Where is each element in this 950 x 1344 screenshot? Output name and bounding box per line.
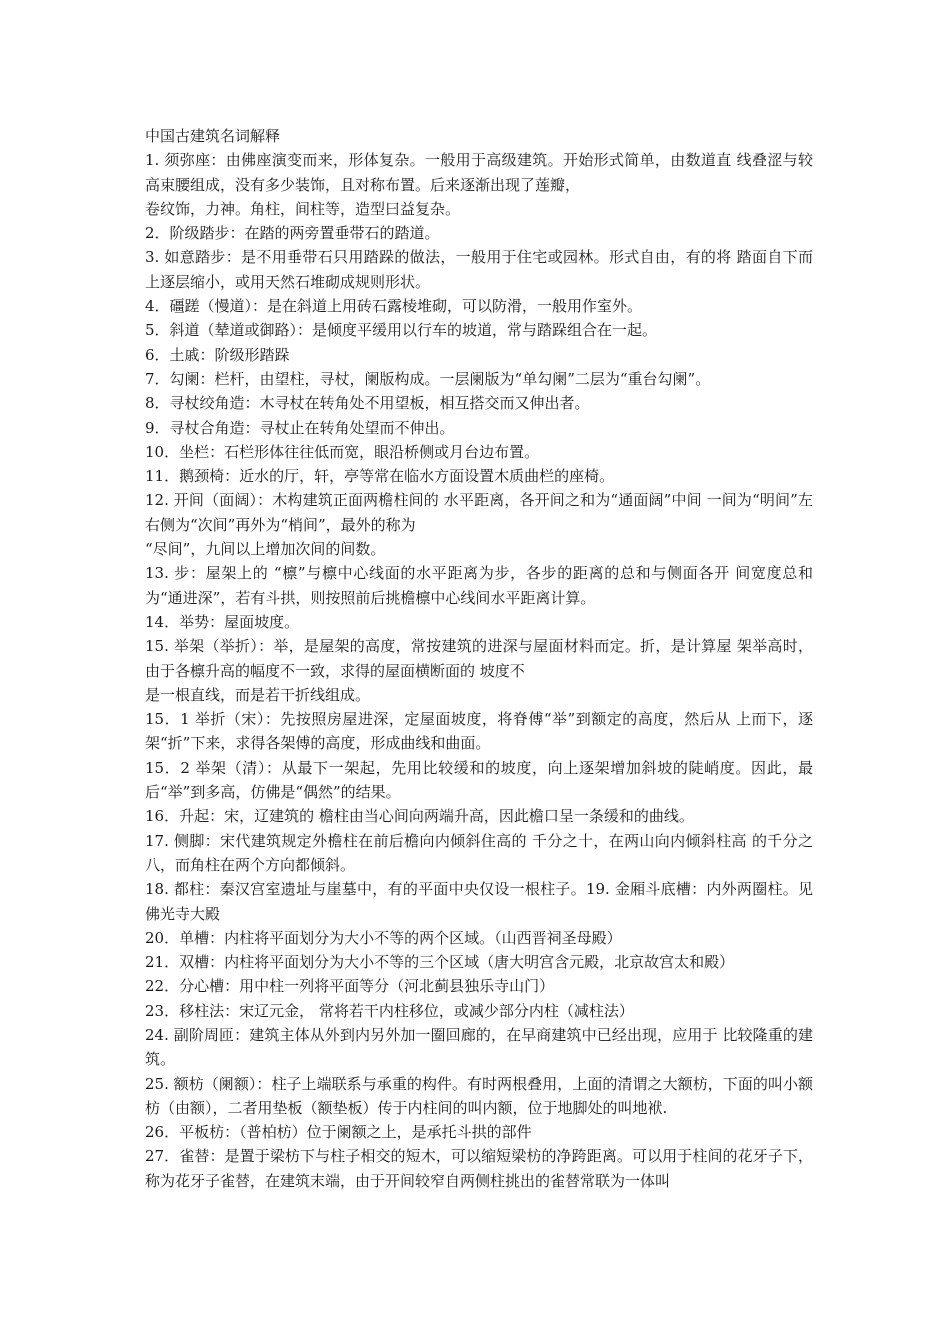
glossary-entry: [145, 561, 813, 610]
entry-text: 14．举势：屋面坡度。: [145, 612, 300, 631]
entry-text: 17. 侧脚：宋代建筑规定外檐柱在前后檐向内倾斜住高的 千分之十，在两山向内倾斜柱高 的千分之八，而角柱在两个方向都倾斜。: [145, 831, 813, 874]
glossary-entry: [145, 294, 813, 318]
entry-text: 25. 额枋（阑额）：柱子上端联系与承重的构件。有时两根叠用，上面的清谓之大额枋，下面的叫小额枋（由额），二者用垫板（额垫板）传于内柱间的叫内额，位于地脚处的叫地袱.: [145, 1074, 813, 1117]
entry-text: 6．土戚：阶级形踏跺: [145, 345, 290, 364]
entry-text: 13. 步：屋架上的 “檩”与檩中心线面的水平距离为步，各步的距离的总和与侧面各开 间宽度总和为“通进深”，若有斗拱，则按照前后挑檐檩中心线间水平距离计算。: [145, 564, 813, 607]
glossary-entry: [145, 634, 813, 707]
glossary-entry: [145, 707, 813, 756]
entry-text: 10．坐栏：石栏形体往往低而宽，眼沿桥侧或月台边布置。: [145, 442, 540, 461]
glossary-entry: [145, 318, 813, 342]
entry-text: 2．阶级踏步：在踏的两旁置垂带石的踏道。: [145, 224, 440, 243]
glossary-entry: [145, 367, 813, 391]
entry-text: 24. 副阶周匝：建筑主体从外到内另外加一圈回廊的，在早商建筑中已经出现，应用于 比较隆重的建筑。: [145, 1025, 813, 1069]
glossary-entry: [145, 974, 813, 998]
entry-text: 26．平板枋：（普柏枋）位于阑额之上，是承托斗拱的部件: [145, 1123, 532, 1142]
entry-text: 是一根直线，而是若干折线组成。: [145, 685, 371, 704]
glossary-entry: [145, 488, 813, 561]
glossary-entry: [145, 221, 813, 245]
glossary-entry: [145, 950, 813, 974]
glossary-entry: [145, 804, 813, 828]
entry-text: 18. 都柱：秦汉宫室遗址与崖墓中，有的平面中央仅设一根柱子。19. 金厢斗底槽：内外两圈柱。见佛光寺大殿: [145, 880, 813, 923]
entry-text: 27．雀替：是置于梁枋下与柱子相交的短木，可以缩短梁枋的净跨距离。可以用于柱间的花牙子下，称为花牙子雀替，在建筑末端，由于开间较窄自两侧柱挑出的雀替常联为一体叫: [145, 1147, 813, 1190]
glossary-entry: [145, 756, 813, 805]
glossary-entry: [145, 1072, 813, 1121]
glossary-entry: [145, 926, 813, 950]
entry-text: 15．2 举架（清）：从最下一架起，先用比较缓和的坡度，向上逐架增加斜坡的陡峭度。因此，最后“举”到多高，仿佛是“偶然”的结果。: [145, 758, 813, 802]
glossary-entry: [145, 829, 813, 878]
entry-text: 15. 举架（举折）：举，是屋架的高度，常按建筑的进深与屋面材料而定。折，是计算屋 架举高时，由于各檩升高的幅度不一致，求得的屋面横断面的 坡度不: [145, 637, 813, 680]
entry-text: 5．斜道（辇道或御路）：是倾度平缓用以行车的坡道，常与踏跺组合在一起。: [145, 321, 658, 340]
glossary-entry: [145, 999, 813, 1023]
entry-text: 22．分心槽：用中柱一列将平面等分（河北蓟县独乐寺山门）: [145, 977, 555, 996]
glossary-entry: [145, 245, 813, 294]
document-page: [145, 124, 813, 1193]
entry-text: 9．寻杖合角造：寻杖止在转角处望而不伸出。: [145, 418, 455, 437]
entry-text: 21．双槽：内柱将平面划分为大小不等的三个区域（唐大明宫含元殿，北京故宫太和殿）: [145, 953, 735, 972]
entry-text: “尽间”，九间以上增加次间的间数。: [145, 540, 386, 559]
glossary-entry: [145, 416, 813, 440]
entry-text: 16．升起：宋，辽建筑的 檐柱由当心间向两端升高，因此檐口呈一条缓和的曲线。: [145, 807, 694, 826]
glossary-entry: [145, 343, 813, 367]
glossary-entry: [145, 1023, 813, 1072]
entry-text: 1. 须弥座：由佛座演变而来，形体复杂。一般用于高级建筑。开始形式简单，由数道直 线叠涩与较高束腰组成，没有多少装饰，且对称布置。后来逐渐出现了莲瓣，: [145, 151, 813, 194]
glossary-entry: [145, 391, 813, 415]
entry-text: 7．勾阑：栏杆，由望柱，寻杖，阑版构成。一层阑版为“单勾阑”二层为“重台勾阑”。: [145, 369, 711, 388]
entry-text: 卷纹饰，力神。角柱，间柱等，造型曰益复杂。: [145, 199, 461, 218]
entry-text: 15．1 举折（宋）：先按照房屋进深，定屋面坡度，将脊傅“举”到额定的高度，然后从 上而下，逐架“折”下来，求得各架傅的高度，形成曲线和曲面。: [145, 710, 813, 753]
document-title: 中国古建筑名词解释: [145, 127, 281, 145]
entry-list: [145, 148, 813, 1193]
entry-text: 12. 开间（面阔）：木构建筑正面两檐柱间的 水平距离，各开间之和为“通面阔”中间 一间为“明间”左右侧为“次间”再外为“梢间”，最外的称为: [145, 491, 813, 534]
glossary-entry: [145, 610, 813, 634]
entry-text: 4．礓蹉（慢道）：是在斜道上用砖石露棱堆砌，可以防滑，一般用作室外。: [145, 297, 643, 316]
entry-text: 3. 如意踏步：是不用垂带石只用踏跺的做法，一般用于住宅或园林。形式自由，有的将 踏面自下而上逐层缩小，或用天然石堆砌成规则形状。: [145, 248, 813, 291]
glossary-entry: [145, 440, 813, 464]
glossary-entry: [145, 148, 813, 221]
glossary-entry: [145, 1144, 813, 1193]
glossary-entry: [145, 464, 813, 488]
entry-text: 20．单槽：内柱将平面划分为大小不等的两个区域。（山西晋祠圣母殿）: [145, 928, 622, 947]
entry-text: 8．寻杖绞角造：木寻杖在转角处不用望板，相互搭交而又伸出者。: [145, 394, 590, 413]
glossary-entry: [145, 1120, 813, 1144]
entry-text: 23．移柱法：宋辽元金， 常将若干内柱移位，或减少部分内柱（减柱法）: [145, 1001, 634, 1020]
entry-text: 11．鹅颈椅：近水的厅，轩，亭等常在临水方面设置木质曲栏的座椅。: [145, 467, 615, 486]
glossary-entry: [145, 877, 813, 926]
